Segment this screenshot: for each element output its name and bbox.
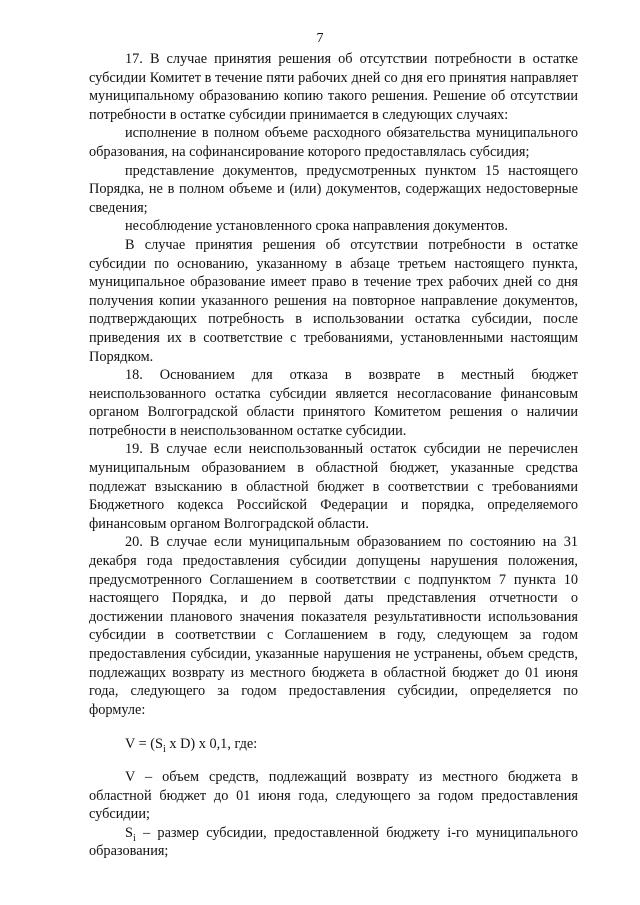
definition-si-text: – размер субсидии, предоставленной бюджету i-го муниципального образования; [89,824,578,860]
paragraph-20: 20. В случае если муниципальным образованием по состоянию на 31 декабря года предоставления субсидии допущены нарушения положения, предусмотренного Соглашением в соответствии с подпунктом 7 пункта 10 настоящего Порядка, и до первой даты представления отчетности о достижении планового значения показателя результативности использования субсидии в соответствии с Соглашением в году, следующем за годом предоставления субсидии, указанные нарушения не устранены, объем средств, подлежащих возврату из местного бюджета в областной бюджет до 01 июня года, следующего за годом предоставления субсидии, определяется по формуле: [89,534,578,718]
formula-before: V = (S [125,736,163,753]
definition-si-symbol: S [125,824,133,841]
paragraph-17-case-1: исполнение в полном объеме расходного обязательства муниципального образования, на софинансирование которого предоставлялась субсидия; [89,125,578,160]
formula-subscript: i [163,744,166,756]
definition-v [89,768,578,824]
definition-v-symbol: V [125,768,136,785]
page-number: 7 [316,31,324,46]
paragraph-17-case-2: представление документов, предусмотренных пунктом 15 настоящего Порядка, не в полном объеме и (или) документов, содержащих недостоверные сведения; [89,162,578,216]
formula-after: x D) x 0,1, где: [165,736,258,753]
paragraph-18: 18. Основанием для отказа в возврате в местный бюджет неиспользованного остатка субсидии является несогласование финансовым органом Волгоградской области принятого Комитетом решения о наличии потребности в неиспользованном остатке субсидии. [89,367,578,439]
definition-v-text: – объем средств, подлежащий возврату из местного бюджета в областной бюджет до 01 июня года, следующего за годом предоставления субсидии; [89,768,578,823]
definition-si [89,824,578,861]
definition-si-subscript: i [132,832,136,844]
paragraph-19: 19. В случае если неиспользованный остаток субсидии не перечислен муниципальным образованием в областной бюджет, указанные средства подлежат взысканию в областной бюджет в соответствии с требованиями Бюджетного кодекса Российской Федерации и порядка, определяемого финансовым органом Волгоградской области. [89,441,578,532]
paragraph-17-case-3: несоблюдение установленного срока направления документов. [125,218,508,235]
formula [89,735,578,754]
paragraph-17: 17. В случае принятия решения об отсутствии потребности в остатке субсидии Комитет в течение пяти рабочих дней со дня его принятия направляет муниципальному образованию копию такого решения. Решение об отсутствии потребности в остатке субсидии принимается в следующих случаях: [89,51,578,123]
document-body [89,50,578,861]
paragraph-17-right: В случае принятия решения об отсутствии потребности в остатке субсидии по основанию, указанному в абзаце третьем настоящего пункта, муниципальное образование имеет право в течение трех рабочих дней со дня получения копии указанного решения на повторное направление документов, подтверждающих потребность в использовании остатка субсидии, после приведения их в соответствие с требованиями, установленными настоящим Порядком. [89,236,578,365]
